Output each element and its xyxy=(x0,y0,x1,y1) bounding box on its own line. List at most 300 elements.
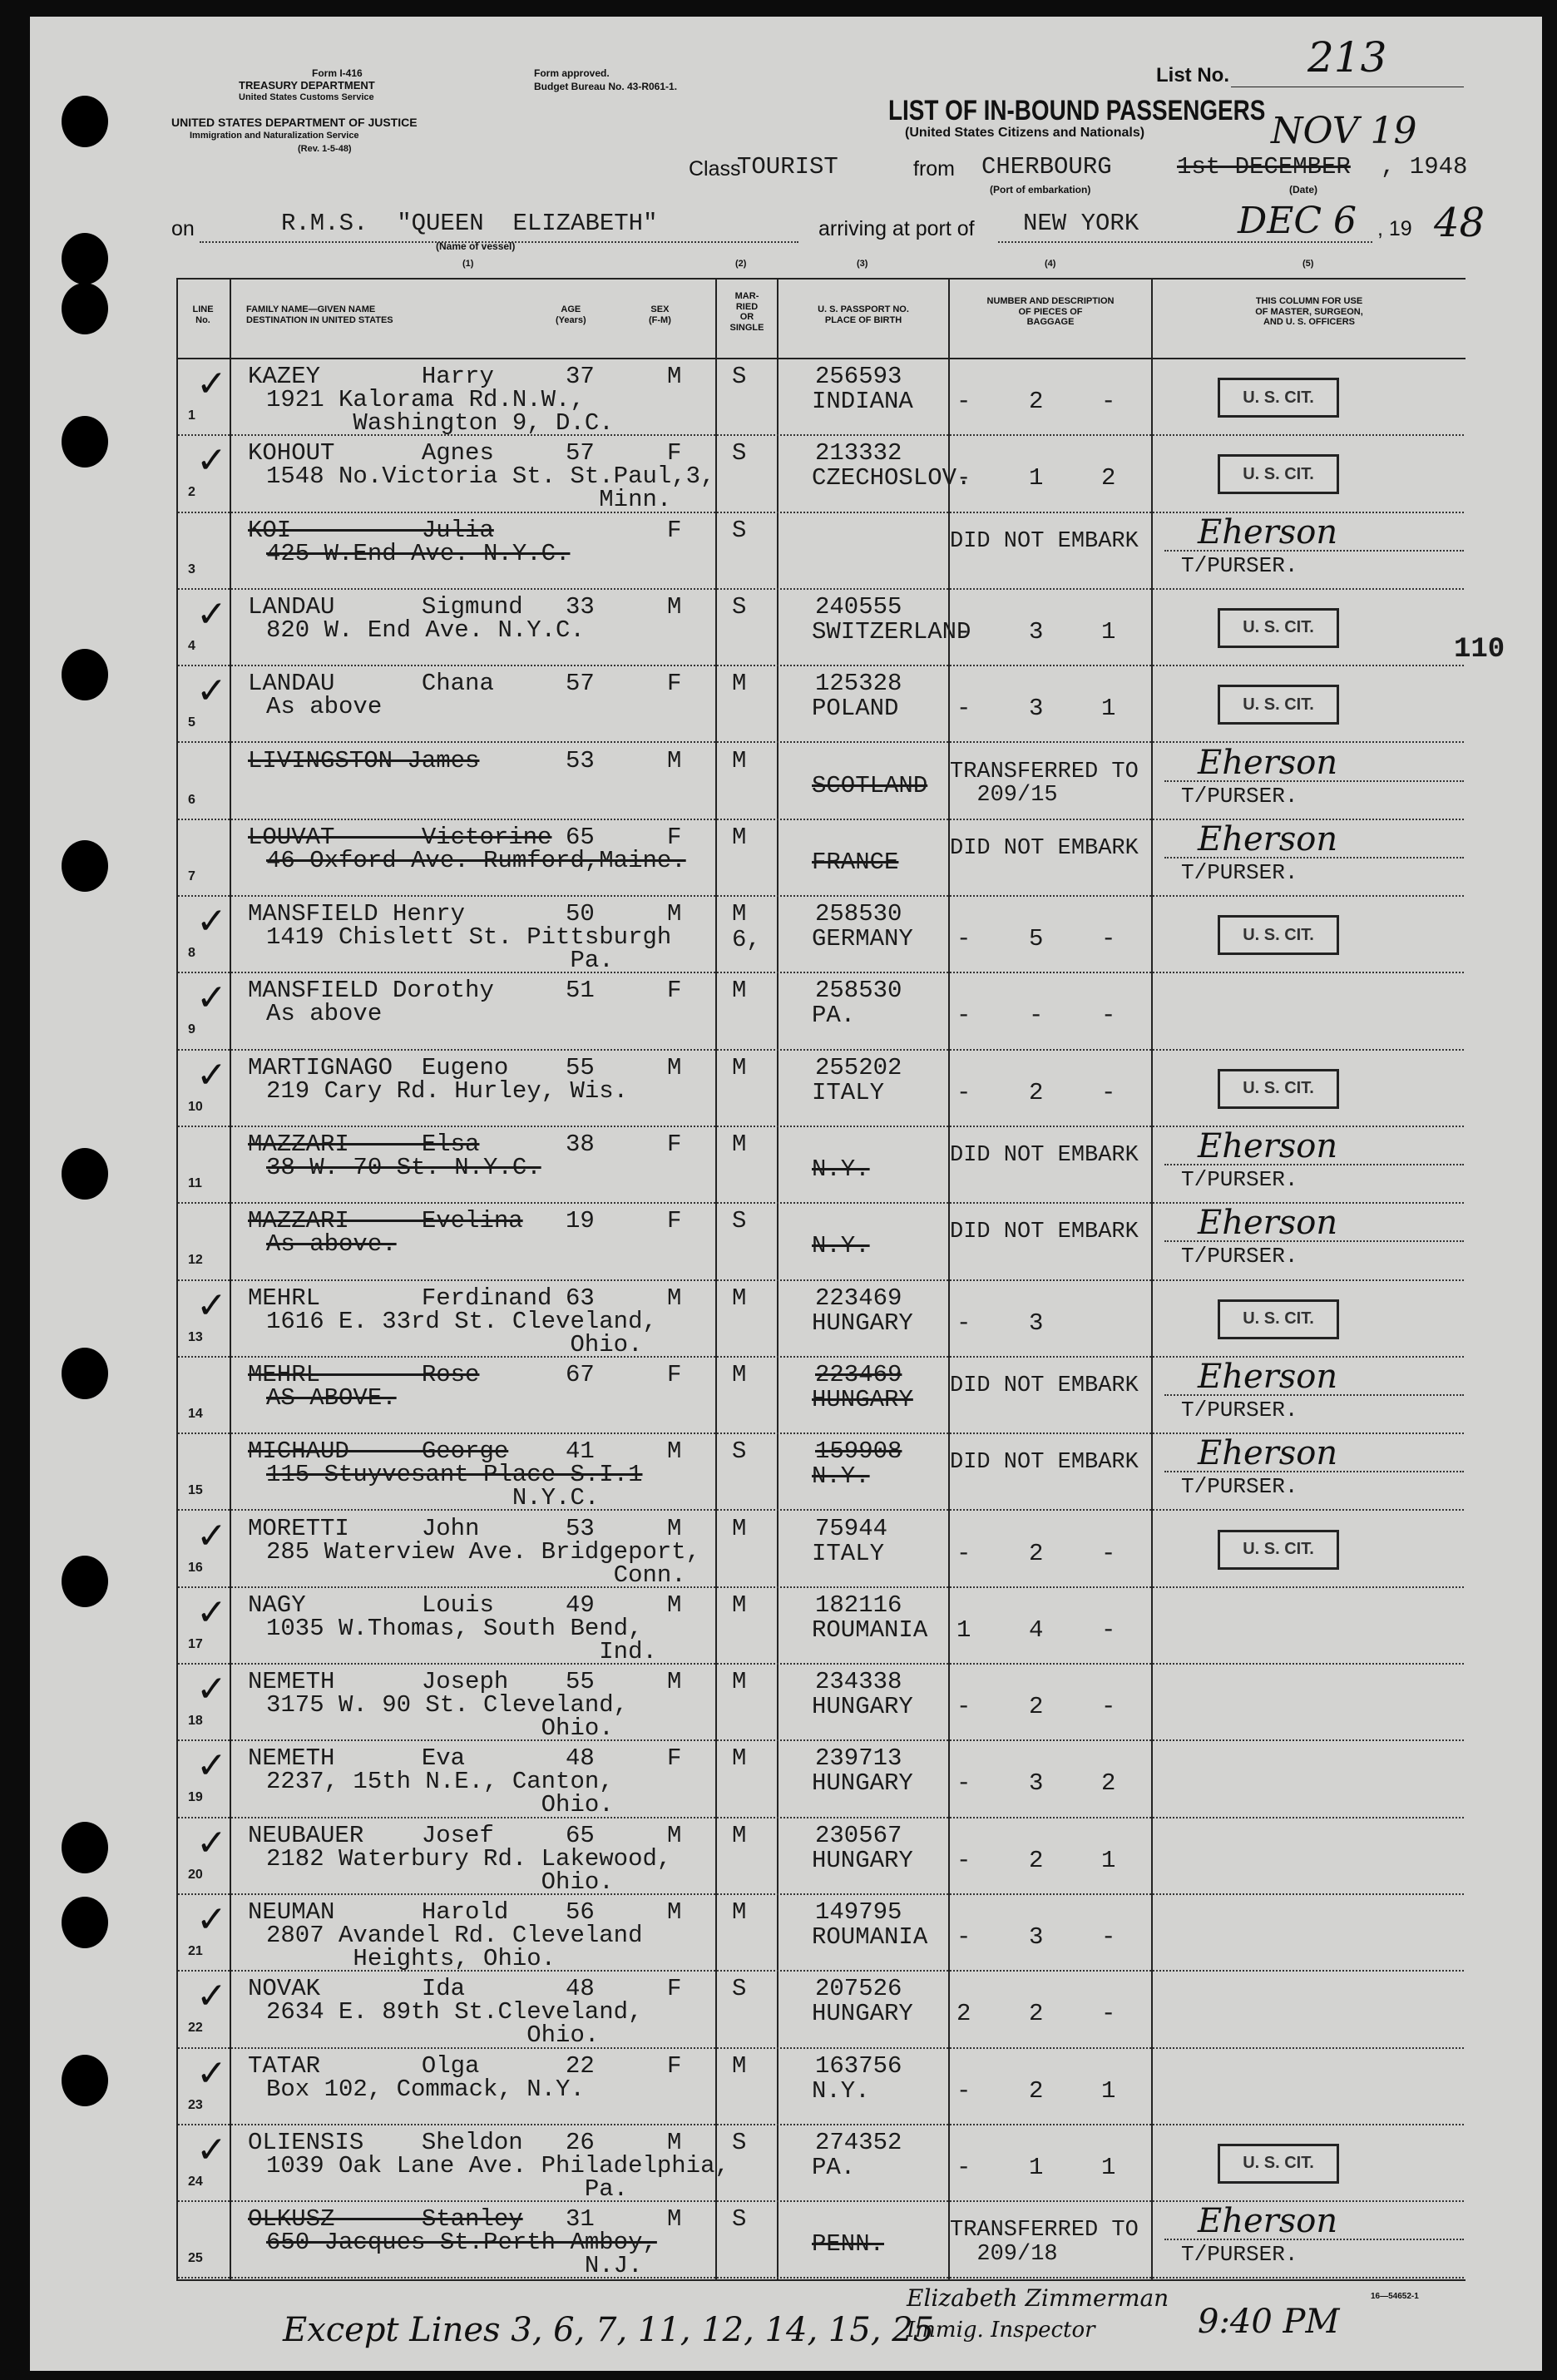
passenger-name: TATAR Olga xyxy=(248,2051,480,2080)
check-mark-icon: ✓ xyxy=(196,900,227,943)
passport-number: 240555 xyxy=(815,592,902,621)
binder-hole xyxy=(62,96,108,147)
passport-number: 255202 xyxy=(815,1053,902,1081)
margin-note: 110 xyxy=(1454,634,1505,666)
handwritten-arrival-date: DEC 6 xyxy=(1238,200,1357,242)
destination-line-2: Minn. xyxy=(266,486,672,514)
purser-label: T/PURSER. xyxy=(1181,1244,1298,1269)
place-of-birth: HUNGARY xyxy=(812,1846,913,1874)
place-of-birth: HUNGARY xyxy=(812,1309,913,1337)
passport-number: 223469 xyxy=(815,1360,902,1388)
from-label: from xyxy=(913,157,955,181)
destination-line-1: 3175 W. 90 St. Cleveland, xyxy=(266,1691,629,1719)
passenger-sex: M xyxy=(667,900,682,928)
check-mark-icon: ✓ xyxy=(196,1898,227,1941)
row-remark: DID NOT EMBARK xyxy=(950,1373,1139,1398)
passport-number: 182116 xyxy=(815,1591,902,1619)
purser-signature: Eherson xyxy=(1198,1434,1338,1473)
passenger-sex: M xyxy=(667,363,682,390)
passenger-age: 19 xyxy=(566,1207,595,1235)
marital-status: M xyxy=(732,1131,747,1158)
check-mark-icon: ✓ xyxy=(196,977,227,1020)
passenger-sex: M xyxy=(667,1821,682,1849)
passenger-sex: M xyxy=(667,1053,682,1081)
purser-label: T/PURSER. xyxy=(1181,859,1298,885)
passport-number: 223469 xyxy=(815,1284,902,1312)
passenger-name: NEMETH Eva xyxy=(248,1744,466,1773)
passenger-row xyxy=(0,1665,1557,1741)
passenger-name: MARTIGNAGO Eugeno xyxy=(248,1053,509,1081)
passenger-row xyxy=(0,1204,1557,1280)
us-citizen-stamp: U. S. CIT. xyxy=(1218,1299,1339,1339)
passenger-name: MEHRL Rose xyxy=(248,1360,480,1388)
signature-dotted-line xyxy=(1164,1164,1464,1165)
baggage-count: - 2 - xyxy=(956,1539,1116,1567)
purser-signature: Eherson xyxy=(1198,743,1338,782)
passenger-age: 41 xyxy=(566,1437,595,1466)
passenger-name: MANSFIELD Henry xyxy=(248,900,466,928)
passport-number: 234338 xyxy=(815,1668,902,1696)
marital-status: M xyxy=(732,746,747,774)
col-number-5: (5) xyxy=(1302,259,1314,269)
passenger-sex: M xyxy=(667,1898,682,1926)
passenger-age: 37 xyxy=(566,363,595,390)
destination-line-1: 1039 Oak Lane Ave. Philadelphia, xyxy=(266,2151,729,2180)
passenger-row xyxy=(0,1051,1557,1127)
destination-line-1: 820 W. End Ave. N.Y.C. xyxy=(266,616,585,644)
line-number: 24 xyxy=(188,2174,203,2189)
line-number: 21 xyxy=(188,1944,203,1958)
budget-bureau: Budget Bureau No. 43-R061-1. xyxy=(534,81,678,92)
marital-status: S xyxy=(732,516,747,544)
purser-signature: Eherson xyxy=(1198,2202,1338,2241)
passport-number: 207526 xyxy=(815,1975,902,2003)
place-of-birth: PENN. xyxy=(812,2230,885,2259)
destination-line-1: Box 102, Commack, N.Y. xyxy=(266,2075,585,2103)
marital-status: M xyxy=(732,1284,747,1312)
destination-line-1: 285 Waterview Ave. Bridgeport, xyxy=(266,1537,701,1566)
passenger-row xyxy=(0,1281,1557,1358)
customs-service: United States Customs Service xyxy=(239,92,374,102)
place-of-birth: ROUMANIA xyxy=(812,1616,928,1644)
line-number: 16 xyxy=(188,1560,203,1575)
destination-line-1: 2634 E. 89th St.Cleveland, xyxy=(266,1998,643,2026)
header-officers: THIS COLUMN FOR USE OF MASTER, SURGEON, AND U. S. OFFICERS xyxy=(1255,296,1363,328)
marital-status: M xyxy=(732,823,747,851)
line-number: 13 xyxy=(188,1329,203,1344)
place-of-birth: ITALY xyxy=(812,1078,885,1106)
purser-label: T/PURSER. xyxy=(1181,1167,1298,1192)
marital-status: S xyxy=(732,592,747,621)
arrival-port: NEW YORK xyxy=(1023,210,1139,237)
passenger-sex: F xyxy=(667,823,682,851)
us-citizen-stamp: U. S. CIT. xyxy=(1218,1530,1339,1570)
passenger-age: 48 xyxy=(566,1744,595,1773)
line-number: 15 xyxy=(188,1483,203,1498)
arriving-label: arriving at port of xyxy=(818,217,975,240)
passenger-sex: F xyxy=(667,516,682,544)
passenger-age: 65 xyxy=(566,823,595,851)
passenger-sex: F xyxy=(667,1744,682,1773)
destination-line-2: Pa. xyxy=(266,2175,629,2203)
passport-number: 274352 xyxy=(815,2128,902,2156)
baggage-count: - 2 - xyxy=(956,388,1116,415)
row-remark: DID NOT EMBARK xyxy=(950,528,1139,554)
check-mark-icon: ✓ xyxy=(196,1591,227,1634)
marital-status: M xyxy=(732,1744,747,1773)
marital-status: M xyxy=(732,1821,747,1849)
place-of-birth: INDIANA xyxy=(812,388,913,415)
passenger-age: 67 xyxy=(566,1360,595,1388)
destination-line-2: Ohio. xyxy=(266,2021,600,2050)
signature-dotted-line xyxy=(1164,780,1464,782)
signature-dotted-line xyxy=(1164,1394,1464,1396)
baggage-count: - 3 1 xyxy=(956,695,1116,723)
inspector-signature: Elizabeth Zimmerman xyxy=(907,2284,1169,2312)
print-code: 16—54652-1 xyxy=(1371,2292,1419,2301)
passport-number: 258530 xyxy=(815,900,902,928)
form-approved: Form approved. xyxy=(534,67,610,79)
document-subtitle: (United States Citizens and Nationals) xyxy=(905,126,1145,140)
passenger-row xyxy=(0,436,1557,512)
revision-date: (Rev. 1-5-48) xyxy=(298,144,352,154)
passenger-age: 57 xyxy=(566,670,595,698)
marital-status: S xyxy=(732,439,747,468)
list-number-value: 213 xyxy=(1307,33,1387,82)
passenger-row xyxy=(0,1588,1557,1665)
passenger-row xyxy=(0,1358,1557,1434)
marital-status: M xyxy=(732,1514,747,1542)
list-number-label: List No. xyxy=(1156,64,1229,87)
col-number-3: (3) xyxy=(857,259,868,269)
destination-line-2: Washington 9, D.C. xyxy=(266,409,614,437)
passenger-age: 53 xyxy=(566,1514,595,1542)
passport-number: 75944 xyxy=(815,1514,888,1542)
passenger-row xyxy=(0,744,1557,820)
destination-line-1: AS ABOVE. xyxy=(266,1383,397,1412)
passenger-name: KOHOUT Agnes xyxy=(248,439,494,468)
place-of-birth: N.Y. xyxy=(812,1462,870,1491)
header-baggage: NUMBER AND DESCRIPTION OF PIECES OF BAGGAGE xyxy=(986,296,1115,328)
destination-line-1: 219 Cary Rd. Hurley, Wis. xyxy=(266,1076,629,1105)
line-number: 8 xyxy=(188,946,195,961)
port-dotted-line xyxy=(998,241,1372,243)
line-number: 6 xyxy=(188,792,195,807)
destination-line-2: Ohio. xyxy=(266,1330,643,1358)
handwritten-exception-note: Except Lines 3, 6, 7, 11, 12, 14, 15, 25 xyxy=(283,2311,935,2349)
us-citizen-stamp: U. S. CIT. xyxy=(1218,1069,1339,1109)
row-remark: TRANSFERRED TO 209/18 xyxy=(950,2218,1139,2267)
passenger-name: MANSFIELD Dorothy xyxy=(248,977,494,1005)
destination-line-2: N.J. xyxy=(266,2252,643,2280)
line-number: 1 xyxy=(188,408,195,423)
passenger-sex: M xyxy=(667,1284,682,1312)
passenger-sex: F xyxy=(667,1207,682,1235)
passenger-name: KAZEY Harry xyxy=(248,363,494,390)
purser-signature: Eherson xyxy=(1198,512,1338,552)
passenger-row xyxy=(0,1818,1557,1895)
check-mark-icon: ✓ xyxy=(196,670,227,713)
row-divider xyxy=(178,2277,1464,2279)
line-number: 11 xyxy=(188,1176,202,1190)
passenger-age: 55 xyxy=(566,1053,595,1081)
baggage-count: - 1 2 xyxy=(956,464,1116,492)
col-number-4: (4) xyxy=(1045,259,1056,269)
passenger-row xyxy=(0,590,1557,666)
marital-status: M xyxy=(732,670,747,698)
line-number: 5 xyxy=(188,715,195,730)
passenger-row xyxy=(0,2125,1557,2202)
header-sex: SEX (F-M) xyxy=(649,304,671,325)
inspector-title: Immig. Inspector xyxy=(907,2318,1095,2343)
marital-status: M xyxy=(732,1053,747,1081)
passport-number: 258530 xyxy=(815,977,902,1005)
baggage-count: - 3 - xyxy=(956,1923,1116,1951)
baggage-count: 2 2 - xyxy=(956,2000,1116,2028)
place-of-birth: N.Y. xyxy=(812,1232,870,1260)
passenger-sex: M xyxy=(667,1591,682,1619)
header-name: FAMILY NAME—GIVEN NAME DESTINATION IN UNITED STATES xyxy=(246,304,393,325)
line-number: 9 xyxy=(188,1022,195,1037)
year-1: , 1948 xyxy=(1381,153,1468,181)
line-number: 22 xyxy=(188,2021,203,2036)
passport-number: 256593 xyxy=(815,363,902,390)
passenger-row xyxy=(0,359,1557,436)
binder-hole xyxy=(62,283,108,334)
signature-dotted-line xyxy=(1164,2239,1464,2240)
line-number: 2 xyxy=(188,485,195,500)
passport-number: 213332 xyxy=(815,439,902,468)
destination-line-1: As above xyxy=(266,1000,383,1028)
passport-number: 230567 xyxy=(815,1821,902,1849)
baggage-count: - 3 1 xyxy=(956,617,1116,646)
passenger-name: MICHAUD George xyxy=(248,1437,509,1466)
place-of-birth: ROUMANIA xyxy=(812,1923,928,1951)
purser-label: T/PURSER. xyxy=(1181,1474,1298,1500)
arrival-time: 9:40 PM xyxy=(1198,2303,1340,2341)
line-number: 25 xyxy=(188,2251,203,2266)
purser-signature: Eherson xyxy=(1198,1127,1338,1165)
destination-line-2: Ohio. xyxy=(266,1868,614,1896)
passenger-name: NAGY Louis xyxy=(248,1591,494,1619)
baggage-count: 1 4 - xyxy=(956,1616,1116,1644)
line-number: 20 xyxy=(188,1867,203,1882)
place-of-birth: HUNGARY xyxy=(812,1385,913,1413)
header-line-no: LINE No. xyxy=(192,304,214,325)
passenger-row xyxy=(0,973,1557,1050)
baggage-count: - 5 - xyxy=(956,925,1116,953)
place-of-birth: HUNGARY xyxy=(812,1769,913,1798)
col-number-1: (1) xyxy=(462,259,474,269)
passenger-row xyxy=(0,1512,1557,1588)
check-mark-icon: ✓ xyxy=(196,363,227,405)
baggage-count: - 2 1 xyxy=(956,2076,1116,2105)
destination-line-2: Ind. xyxy=(266,1637,657,1665)
passenger-row xyxy=(0,2202,1557,2279)
check-mark-icon: ✓ xyxy=(196,1744,227,1788)
passenger-sex: M xyxy=(667,592,682,621)
passport-number: 149795 xyxy=(815,1898,902,1926)
check-mark-icon: ✓ xyxy=(196,1053,227,1096)
passenger-name: NEUBAUER Josef xyxy=(248,1821,494,1849)
check-mark-icon: ✓ xyxy=(196,1821,227,1864)
passenger-name: NEUMAN Harold xyxy=(248,1898,509,1926)
vessel-caption: (Name of vessel) xyxy=(436,240,516,252)
passenger-sex: M xyxy=(667,2128,682,2156)
passenger-sex: M xyxy=(667,1437,682,1466)
passport-number: 125328 xyxy=(815,670,902,698)
passenger-row xyxy=(0,666,1557,743)
passport-number: 159908 xyxy=(815,1437,902,1466)
purser-label: T/PURSER. xyxy=(1181,1397,1298,1423)
marital-status: S xyxy=(732,2128,747,2156)
passenger-name: OLKUSZ Stanley xyxy=(248,2205,523,2234)
passenger-name: MAZZARI Evelina xyxy=(248,1207,523,1235)
passenger-sex: F xyxy=(667,1975,682,2003)
passenger-row xyxy=(0,2049,1557,2125)
table-top-border xyxy=(176,278,1466,280)
check-mark-icon: ✓ xyxy=(196,1975,227,2018)
baggage-count: - 1 1 xyxy=(956,2153,1116,2181)
passport-number: 163756 xyxy=(815,2051,902,2080)
passenger-name: MEHRL Ferdinand xyxy=(248,1284,552,1312)
purser-signature: Eherson xyxy=(1198,1204,1338,1243)
destination-line-1: 2237, 15th N.E., Canton, xyxy=(266,1768,614,1796)
purser-signature: Eherson xyxy=(1198,1357,1338,1396)
passenger-row xyxy=(0,1741,1557,1818)
destination-line-2: Ohio. xyxy=(266,1714,614,1743)
passenger-sex: M xyxy=(667,1668,682,1696)
marital-status: S xyxy=(732,1437,747,1466)
row-remark: DID NOT EMBARK xyxy=(950,1450,1139,1476)
immigration-service: Immigration and Naturalization Service xyxy=(190,131,359,141)
baggage-count: - - - xyxy=(956,1002,1116,1030)
destination-line-1: 38 W. 70 St. N.Y.C. xyxy=(266,1154,541,1181)
passenger-age: 57 xyxy=(566,439,595,468)
passenger-name: OLIENSIS Sheldon xyxy=(248,2128,523,2156)
passenger-age: 26 xyxy=(566,2128,595,2156)
passenger-row xyxy=(0,1972,1557,2048)
place-of-birth: SWITZERLAND xyxy=(812,617,971,646)
class-value: TOURIST xyxy=(737,153,838,181)
handwritten-year: 48 xyxy=(1434,200,1485,246)
marital-status: M xyxy=(732,1360,747,1388)
header-married: MAR- RIED OR SINGLE xyxy=(729,291,764,333)
check-mark-icon: ✓ xyxy=(196,439,227,482)
treasury-department: TREASURY DEPARTMENT xyxy=(239,79,375,92)
passenger-name: NOVAK Ida xyxy=(248,1975,466,2003)
us-citizen-stamp: U. S. CIT. xyxy=(1218,454,1339,494)
passenger-age: 55 xyxy=(566,1668,595,1696)
destination-line-1: 1921 Kalorama Rd.N.W., xyxy=(266,386,585,413)
header-passport: U. S. PASSPORT NO. PLACE OF BIRTH xyxy=(818,304,909,325)
destination-line-1: 115 Stuyvesant Place S.I.1 xyxy=(266,1461,643,1489)
passenger-name: LIVINGSTON James xyxy=(248,746,480,774)
port-caption: (Port of embarkation) xyxy=(990,184,1091,195)
us-citizen-stamp: U. S. CIT. xyxy=(1218,608,1339,648)
marital-status: M xyxy=(732,1591,747,1619)
passenger-sex: M xyxy=(667,2205,682,2234)
passenger-sex: F xyxy=(667,1360,682,1388)
passenger-age: 48 xyxy=(566,1975,595,2003)
passenger-age: 31 xyxy=(566,2205,595,2234)
line-number: 23 xyxy=(188,2097,203,2112)
passenger-age: 49 xyxy=(566,1591,595,1619)
destination-line-2: Pa. xyxy=(266,947,614,975)
signature-dotted-line xyxy=(1164,1471,1464,1472)
us-citizen-stamp: U. S. CIT. xyxy=(1218,915,1339,955)
line-number: 7 xyxy=(188,868,195,883)
line-number: 18 xyxy=(188,1714,203,1729)
row-remark: DID NOT EMBARK xyxy=(950,1220,1139,1245)
destination-line-1: As above. xyxy=(266,1230,397,1259)
binder-hole xyxy=(62,233,108,285)
place-of-birth: HUNGARY xyxy=(812,2000,913,2028)
destination-line-1: 1616 E. 33rd St. Cleveland, xyxy=(266,1307,657,1335)
passenger-age: 53 xyxy=(566,746,595,774)
place-of-birth: GERMANY xyxy=(812,925,913,953)
typed-date: 1st DECEMBER xyxy=(1177,153,1351,181)
place-of-birth: POLAND xyxy=(812,695,899,723)
handwritten-date: NOV 19 xyxy=(1271,110,1417,152)
header-age: AGE (Years) xyxy=(556,304,586,325)
passenger-age: 63 xyxy=(566,1284,595,1312)
check-mark-icon: ✓ xyxy=(196,592,227,636)
passenger-age: 38 xyxy=(566,1131,595,1158)
form-number: Form I-416 xyxy=(312,67,363,79)
row-remark: TRANSFERRED TO 209/15 xyxy=(950,759,1139,808)
place-of-birth: HUNGARY xyxy=(812,1693,913,1721)
passenger-name: LANDAU Sigmund xyxy=(248,592,523,621)
line-number: 17 xyxy=(188,1636,203,1651)
destination-line-1: 425 W.End Ave. N.Y.C. xyxy=(266,539,571,567)
place-of-birth: SCOTLAND xyxy=(812,771,928,799)
purser-signature: Eherson xyxy=(1198,819,1338,858)
baggage-count: - 3 xyxy=(956,1309,1044,1337)
row-remark: DID NOT EMBARK xyxy=(950,1143,1139,1168)
marital-status: M 6, xyxy=(732,900,761,953)
marital-status: S xyxy=(732,1975,747,2003)
place-of-birth: ITALY xyxy=(812,1539,885,1567)
marital-status: S xyxy=(732,1207,747,1235)
place-of-birth: N.Y. xyxy=(812,2076,870,2105)
place-of-birth: PA. xyxy=(812,2153,856,2181)
passenger-row xyxy=(0,1127,1557,1204)
class-label: Class xyxy=(689,157,741,181)
passenger-name: NEMETH Joseph xyxy=(248,1668,509,1696)
passenger-name: MAZZARI Elsa xyxy=(248,1131,480,1158)
marital-status: M xyxy=(732,1898,747,1926)
passenger-sex: M xyxy=(667,746,682,774)
destination-line-2: Heights, Ohio. xyxy=(266,1945,556,1972)
vessel-dotted-line xyxy=(200,241,798,243)
passenger-sex: F xyxy=(667,439,682,468)
passport-number: 239713 xyxy=(815,1744,902,1773)
signature-dotted-line xyxy=(1164,1240,1464,1242)
check-mark-icon: ✓ xyxy=(196,1284,227,1327)
passenger-name: LOUVAT Victorine xyxy=(248,823,552,851)
destination-line-2: N.Y.C. xyxy=(266,1484,600,1512)
check-mark-icon: ✓ xyxy=(196,2128,227,2171)
passenger-row xyxy=(0,513,1557,590)
destination-line-1: 650 Jacques St.Perth Amboy, xyxy=(266,2229,657,2257)
baggage-count: - 3 2 xyxy=(956,1769,1116,1798)
document-title: LIST OF IN-BOUND PASSENGERS xyxy=(888,95,1266,126)
passenger-row xyxy=(0,1434,1557,1511)
passenger-sex: F xyxy=(667,670,682,698)
destination-line-2: Ohio. xyxy=(266,1791,614,1819)
on-label: on xyxy=(171,217,195,240)
